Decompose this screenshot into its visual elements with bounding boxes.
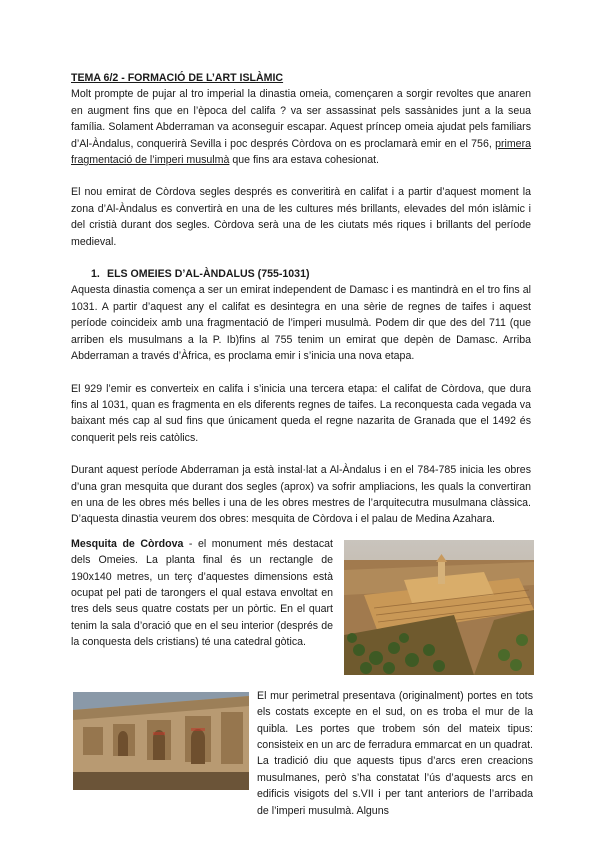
mur-block [71, 688, 531, 828]
section-title: ELS OMEIES D’AL-ÀNDALUS (755-1031) [107, 268, 310, 281]
section-number: 1. [91, 268, 100, 281]
intro-text-1b: que fins ara estava cohesionat. [229, 154, 379, 167]
section-paragraph-2: El 929 l’emir es converteix en califa i s’inicia una tercera etapa: el califat de Còrdova, que dura fins al 1031, quan es fragmenta en els diferents regnes de taifes. La reconquesta cada vegada va baixant més cap al sud fins que únicament queda el regne nazarita de Granada que el 1492 és conquerit pels reis catòlics. [71, 382, 531, 444]
mesquita-lead: Mesquita de Còrdova [71, 537, 184, 550]
section-paragraph-3: Durant aquest període Abderraman ja està instal·lat a Al-Àndalus i en el 784-785 inicia les obres d’una gran mesquita que durant dos segles (aprox) va sofrir ampliacions, les quals la convertiran en una de les obres més belles i una de les obres mestres de l’arquitecutra musulmana clàssica. D’aquesta dinastia veurem dos obres: mesquita de Còrdova i el palau de Medina Azahara. [71, 464, 531, 526]
mosque-aerial-illustration [344, 540, 534, 675]
document-title: TEMA 6/2 - FORMACIÓ DE L’ART ISLÀMIC [71, 72, 284, 84]
mesquita-paragraph [71, 536, 333, 651]
mosque-wall-illustration [73, 692, 249, 790]
mesquita-block [71, 536, 531, 676]
intro-text-1a: Molt prompte de pujar al tro imperial la dinastia omeia, començaren a sorgir revoltes que anaren en augment fins que en l’època del califa ? va ser assassinat pels sassànides junt a la seua família. Solament Abderraman va aconseguir escapar. Aquest príncep omeia ajudat pels familiars d’Al-Àndalus, conquerirà Sevilla i poc després Còrdova on es proclamarà emir en el 756, [71, 88, 531, 150]
mosque-wall-photo [73, 692, 249, 790]
mosque-aerial-photo [344, 540, 534, 675]
intro-paragraph-2: El nou emirat de Còrdova segles després es converitirà en califat i a partir d’aquest moment la zona d’Al-Àndalus es convertirà en una de les cultures més brillants, elevades del món islàmic i del cristià durant dos segles. Còrdova serà una de les ciutats més riques i brillants del període medieval. [71, 186, 531, 248]
section-heading [91, 266, 531, 282]
mesquita-body: - el monument més destacat dels Omeies. La planta final és un rectangle de 190x140 metres, un terç d’aquestes dimensions està ocupat pel pati de tarongers el qual estava envoltat en tres dels seus quatre costats per un pòrtic. En el quart tenim la sala d’oració que en el seu interior (després de la conquesta dels cristians) té una catedral gòtica. [71, 537, 333, 649]
section-paragraph-1: Aquesta dinastia comença a ser un emirat independent de Damasc i es mantindrà en el tro fins al 1031. A partir d’aquest any el califat es desintegra en una sèrie de regnes de taifes i aquest període coincideix amb una fragmentació de l’imperi musulmà. Podem dir que des del 711 (que arriben els musulmans a la P. Ib)fins al 755 tenim un emirat que depèn de Damasc. Arriba Abderraman a través d’Àfrica, es proclama emir i s’inicia una nova etapa. [71, 284, 531, 363]
intro-paragraph-1 [71, 86, 531, 168]
mur-paragraph: El mur perimetral presentava (originalment) portes en tots els costats excepte en el sud, on es troba el mur de la quibla. Les portes que trobem són del mateix tipus: consisteix en un arc de ferradura emmarcat en un quadrat. La tradició diu que aquests tipus d’arcs eren creacions musulmanes, però s’ha constatat l’ús d’aquests arcs en edificis visigots del s.VII i per tant anteriors de l’arribada de l’imperi musulmà. Alguns [257, 689, 533, 817]
document-page [71, 70, 531, 828]
fragmentation-highlight: primera fragmentació de l’imperi musulmà [71, 137, 531, 167]
